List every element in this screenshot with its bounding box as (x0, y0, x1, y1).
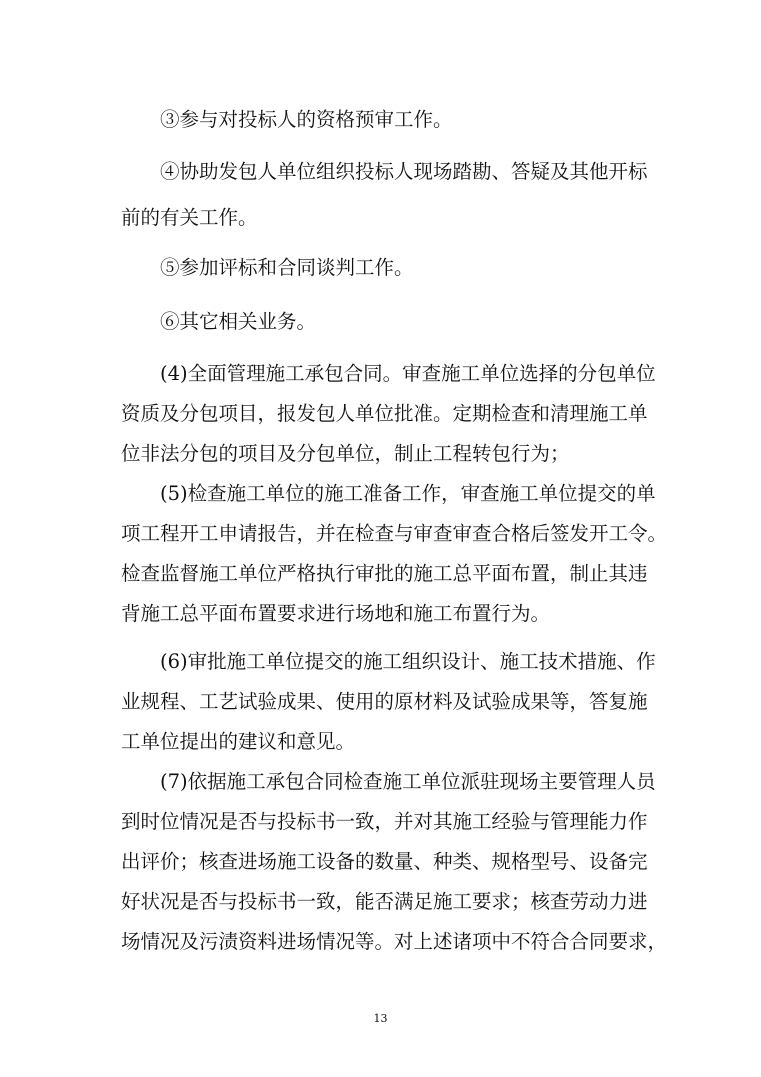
text-line: ⑥其它相关业务。 (160, 310, 317, 333)
text-line: 到时位情况是否与投标书一致，并对其施工经验与管理能力作 (121, 810, 648, 833)
text-line: ③参与对投标人的资格预审工作。 (160, 108, 453, 131)
text-line: 好状况是否与投标书一致，能否满足施工要求；核查劳动力进 (121, 890, 648, 913)
text-line: (7)依据施工承包合同检查施工单位派驻现场主要管理人员 (160, 770, 656, 793)
text-line: 工单位提出的建议和意见。 (121, 730, 356, 753)
text-line: 位非法分包的项目及分包单位，制止工程转包行为； (121, 442, 570, 465)
text-line: ④协助发包人单位组织投标人现场踏勘、答疑及其他开标 (160, 160, 648, 183)
text-line: 检查监督施工单位严格执行审批的施工总平面布置，制止其违 (121, 562, 648, 585)
text-line: 业规程、工艺试验成果、使用的原材料及试验成果等，答复施 (121, 690, 648, 713)
text-line: 出评价；核查进场施工设备的数量、种类、规格型号、设备完 (121, 850, 648, 873)
text-line: 项工程开工申请报告，并在检查与审查审查合格后签发开工令。 (121, 522, 668, 545)
text-line: 场情况及污渍资料进场情况等。对上述诸项中不符合合同要求， (121, 930, 668, 953)
text-line: (4)全面管理施工承包合同。审查施工单位选择的分包单位 (160, 362, 656, 385)
text-line: (5)检查施工单位的施工准备工作，审查施工单位提交的单 (160, 482, 656, 505)
text-line: 资质及分包项目，报发包人单位批准。定期检查和清理施工单 (121, 402, 648, 425)
text-line: (6)审批施工单位提交的施工组织设计、施工技术措施、作 (160, 650, 656, 673)
text-line: 前的有关工作。 (121, 206, 258, 229)
page-number: 13 (373, 1012, 388, 1025)
text-line: ⑤参加评标和合同谈判工作。 (160, 256, 414, 279)
text-line: 背施工总平面布置要求进行场地和施工布置行为。 (121, 602, 551, 625)
